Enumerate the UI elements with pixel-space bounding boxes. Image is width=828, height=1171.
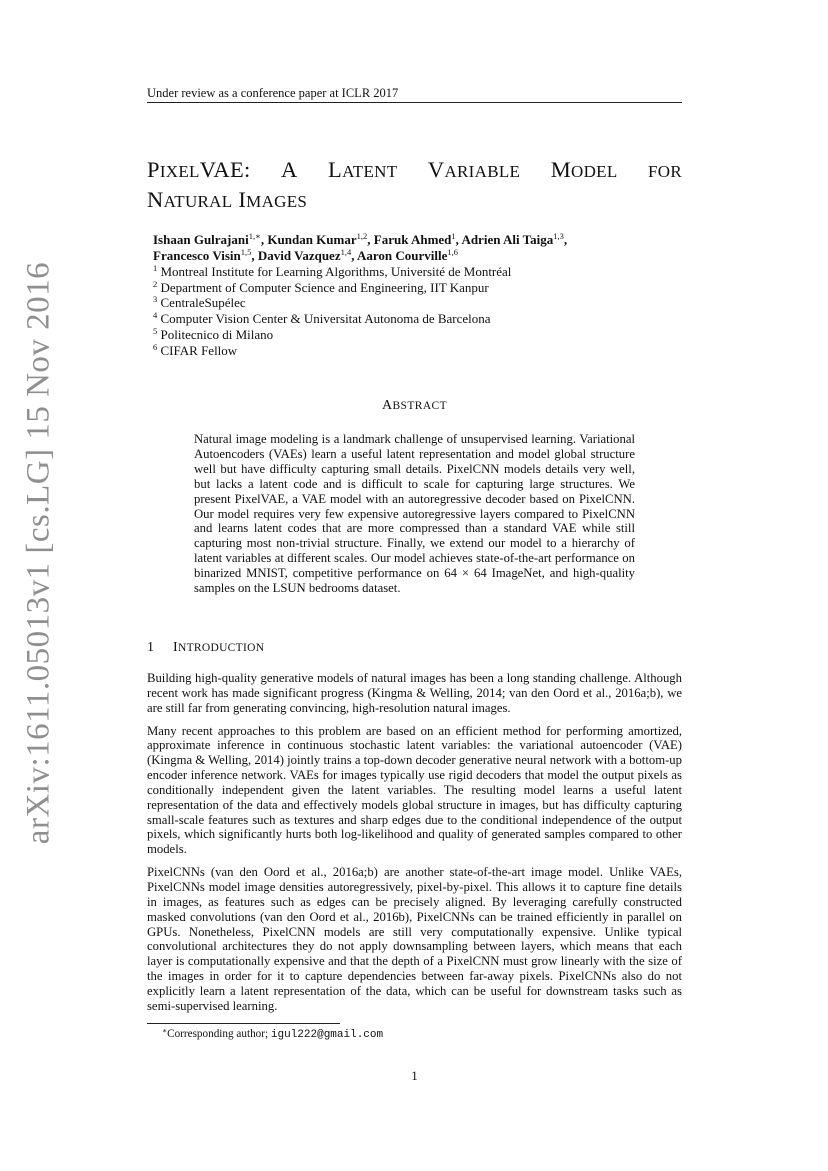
arxiv-stamp-text: arXiv:1611.05013v1 [cs.LG] 15 Nov 2016 — [20, 261, 57, 845]
affiliation: $^5$ Politecnico di Milano — [153, 325, 274, 342]
affiliation: $^3$ CentraleSupélec — [153, 294, 246, 311]
title-word: VARIABLE — [427, 157, 521, 182]
title-word: FOR — [648, 162, 682, 181]
abstract-heading: ABSTRACT — [381, 398, 448, 413]
running-header: Under review as a conference paper at ICLR 2017 — [147, 86, 399, 100]
title-word: PIXELVAE: — [147, 157, 251, 182]
abstract-text: Natural image modeling is a landmark challenge of unsupervised learning. Variational Autoencoders (VAEs) learn a useful latent representation and model global structure well but have difficulty capturing small details. PixelCNN models details very well, but lacks a latent code and is difficult to scale for capturing large structures. We present PixelVAE, a VAE model with an autoregressive decoder based on PixelCNN. Our model requires very few expensive autoregressive layers compared to PixelCNN and learns latent codes that are more compressed than a standard VAE while still capturing most non-trivial structure. Finally, we extend our model to a hierarchy of latent variables at different scales. Our model achieves state-of-the-art performance on binarized MNIST, competitive performance on 64 × 64 ImageNet, and high-quality samples on the LSUN bedrooms dataset. — [194, 432, 635, 596]
footnote: ∗Corresponding author; igul222@gmail.com — [162, 1026, 384, 1041]
paragraph: Building high-quality generative models of natural images has been a long standing challenge. Although recent work has made significant progress (Kingma & Welling, 2014; van den Oord et al., 2016a;b), we are still far from generating convincing, high-resolution natural images. — [147, 671, 682, 715]
title-line-1 — [147, 156, 682, 186]
affiliation: $^2$ Department of Computer Science and Engineering, IIT Kanpur — [153, 278, 489, 295]
title-word: A — [281, 157, 298, 182]
section-body — [147, 671, 682, 1022]
email-link[interactable]: igul222@gmail.com — [270, 1029, 384, 1041]
author-line-1: Ishaan Gulrajani$^{1,∗}$, Kundan Kumar$^{1,2}$, Faruk Ahmed$^1$, Adrien Ali Taiga$^{1,3}$, — [153, 231, 568, 247]
author-line-2: Francesco Visin$^{1,5}$, David Vazquez$^{1,4}$, Aaron Courville$^{1,6}$ — [153, 247, 459, 263]
title-word: MODEL — [550, 157, 618, 182]
footnote-rule — [147, 1023, 340, 1024]
affiliation: $^4$ Computer Vision Center & Universitat Autonoma de Barcelona — [153, 310, 491, 327]
paper-title — [147, 156, 682, 216]
paragraph: Many recent approaches to this problem are based on an efficient method for performing amortized, approximate inference in continuous stochastic latent variables: the variational autoencoder (VAE) (Kingma & Welling, 2014) jointly trains a top-down decoder generative neural network with a bottom-up encoder inference network. VAEs for images typically use rigid decoders that model the output pixels as conditionally independent given the latent variables. The resulting model learns a useful latent representation of the data and effectively models global structure in images, but has difficulty capturing small-scale features such as textures and sharp edges due to the conditional independence of the output pixels, which significantly hurts both log-likelihood and quality of generated samples compared to other models. — [147, 723, 682, 857]
affiliation: $^1$ Montreal Institute for Learning Algorithms, Université de Montréal — [153, 263, 512, 279]
author-list — [153, 232, 673, 264]
affiliation-list — [153, 264, 673, 358]
paragraph: PixelCNNs (van den Oord et al., 2016a;b) are another state-of-the-art image model. Unlike VAEs, PixelCNNs model image densities autoregressively, pixel-by-pixel. This allows it to capture fine details in images, as features such as edges can be precisely aligned. By leveraging carefully constructed masked convolutions (van den Oord et al., 2016b), PixelCNNs can be trained efficiently in parallel on GPUs. Nonetheless, PixelCNN models are still very computationally expensive. Unlike typical convolutional architectures they do not apply downsampling between layers, which means that each layer is computationally expensive and that the depth of a PixelCNN must grow linearly with the size of the images in order for it to capture dependencies between far-away pixels. PixelCNNs also do not explicitly learn a latent representation of the data, which can be useful for downstream tasks such as semi-supervised learning. — [147, 865, 682, 1013]
section-heading: 1 INTRODUCTION — [147, 640, 265, 655]
affiliation: $^6$ CIFAR Fellow — [153, 341, 238, 358]
page-number: 1 — [411, 1068, 418, 1083]
title-line-2: NATURAL IMAGES — [147, 187, 308, 212]
title-word: LATENT — [328, 157, 398, 182]
header-rule — [147, 102, 682, 103]
